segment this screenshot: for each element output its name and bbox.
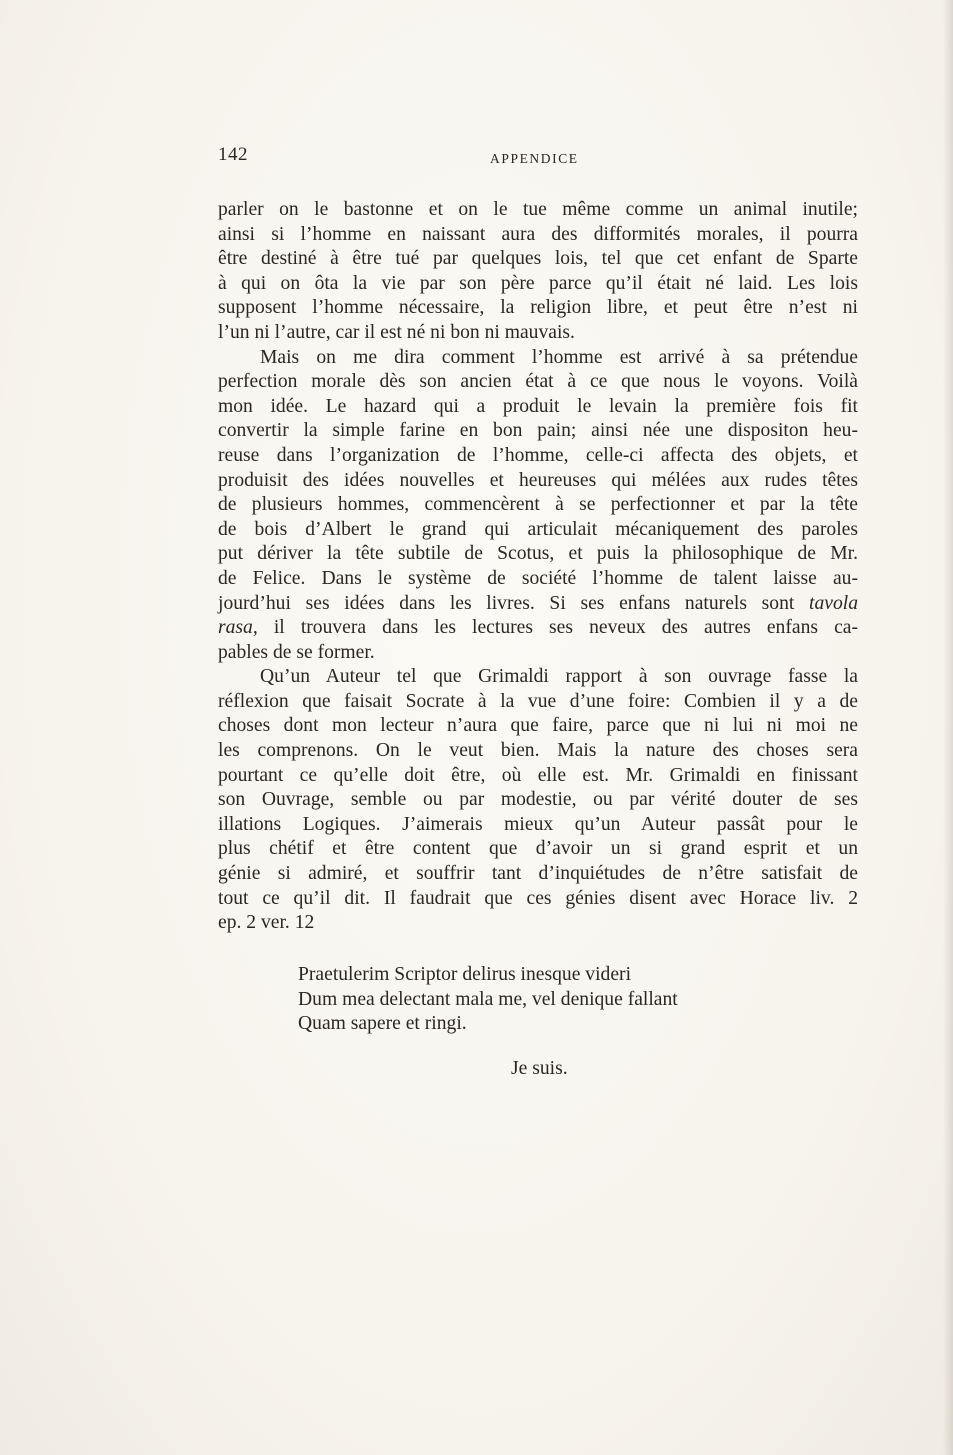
running-head: APPENDICE [490,151,579,166]
text-line: tout ce qu’il dit. Il faudrait que ces génies disent avec Horace liv. 2 [218,887,858,909]
paragraph-3 [218,665,858,936]
text-line [218,616,858,641]
verse-line: Quam sapere et ringi. [298,1013,467,1035]
text-line: pables de se former. [218,641,375,663]
text-line: les comprenons. On le veut bien. Mais la nature des choses sera [218,740,858,762]
text-span: il trouvera dans les lectures ses neveux des autres enfans ca- [257,617,858,639]
text-line: plus chétif et être content que d’avoir un si grand esprit et un [218,838,858,860]
text-line: génie si admiré, et souffrir tant d’inquiétudes de n’être satisfait de [218,863,858,885]
text-line: réflexion que faisait Socrate à la vue d’une foire: Combien il y a de [218,690,858,712]
text-line: produisit des idées nouvelles et heureuses qui mélées aux rudes têtes [218,469,858,491]
text-line: mon idée. Le hazard qui a produit le levain la première fois fit [218,395,858,417]
text-line [218,592,858,617]
text-line: ainsi si l’homme en naissant aura des difformités morales, il pourra [218,223,858,245]
text-line: à qui on ôta la vie par son père parce qu’il était né laid. Les lois [218,272,858,294]
body-text [218,198,858,936]
paragraph-1 [218,198,858,346]
signoff: Je suis. [511,1058,568,1079]
text-line: put dériver la tête subtile de Scotus, et puis la philosophique de Mr. [218,543,858,565]
text-line: Qu’un Auteur tel que Grimaldi rapport à son ouvrage fasse la [260,666,858,688]
page-edge-shadow [943,0,953,1455]
text-line: choses dont mon lecteur n’aura que faire, parce que ni lui ni moi ne [218,715,858,737]
text-line: perfection morale dès son ancien état à ce que nous le voyons. Voilà [218,371,858,393]
text-line: supposent l’homme nécessaire, la religion libre, et peut être n’est ni [218,297,858,319]
page-number: 142 [218,144,248,165]
text-line: convertir la simple farine en bon pain; ainsi née une dispositon heu- [218,420,858,442]
page-header [218,144,858,174]
text-line: ep. 2 ver. 12 [218,912,315,934]
text-line: reuse dans l’organization de l’homme, celle-ci affecta des objets, et [218,444,858,466]
text-line: son Ouvrage, semble ou par modestie, ou par vérité douter de ses [218,789,858,811]
paragraph-2 [218,346,858,666]
text-line: pourtant ce qu’elle doit être, où elle est. Mr. Grimaldi en finissant [218,764,858,786]
text-line: de Felice. Dans le système de société l’homme de talent laisse au- [218,567,858,589]
verse-line: Praetulerim Scriptor delirus inesque videri [298,964,632,985]
text-line: être destiné à être tué par quelques lois, tel que cet enfant de Sparte [218,248,858,270]
text-line: de bois d’Albert le grand qui articulait mécaniquement des paroles [218,518,858,540]
verse-line: Dum mea delectant mala me, vel denique fallant [298,988,678,1010]
text-line: de plusieurs hommes, commencèrent à se perfectionner et par la tête [218,494,858,516]
text-line: parler on le bastonne et on le tue même comme un animal inutile; [218,199,858,220]
text-span: jourd’hui ses idées dans les livres. Si ses enfans naturels sont [218,592,810,614]
text-line: l’un ni l’autre, car il est né ni bon ni mauvais. [218,321,575,343]
latin-quotation [298,963,778,1037]
text-line: Mais on me dira comment l’homme est arrivé à sa prétendue [260,346,858,368]
italic-term: rasa, [218,617,258,639]
text-line: illations Logiques. J’aimerais mieux qu’un Auteur passât pour le [218,813,858,835]
italic-term: tavola [809,592,858,614]
